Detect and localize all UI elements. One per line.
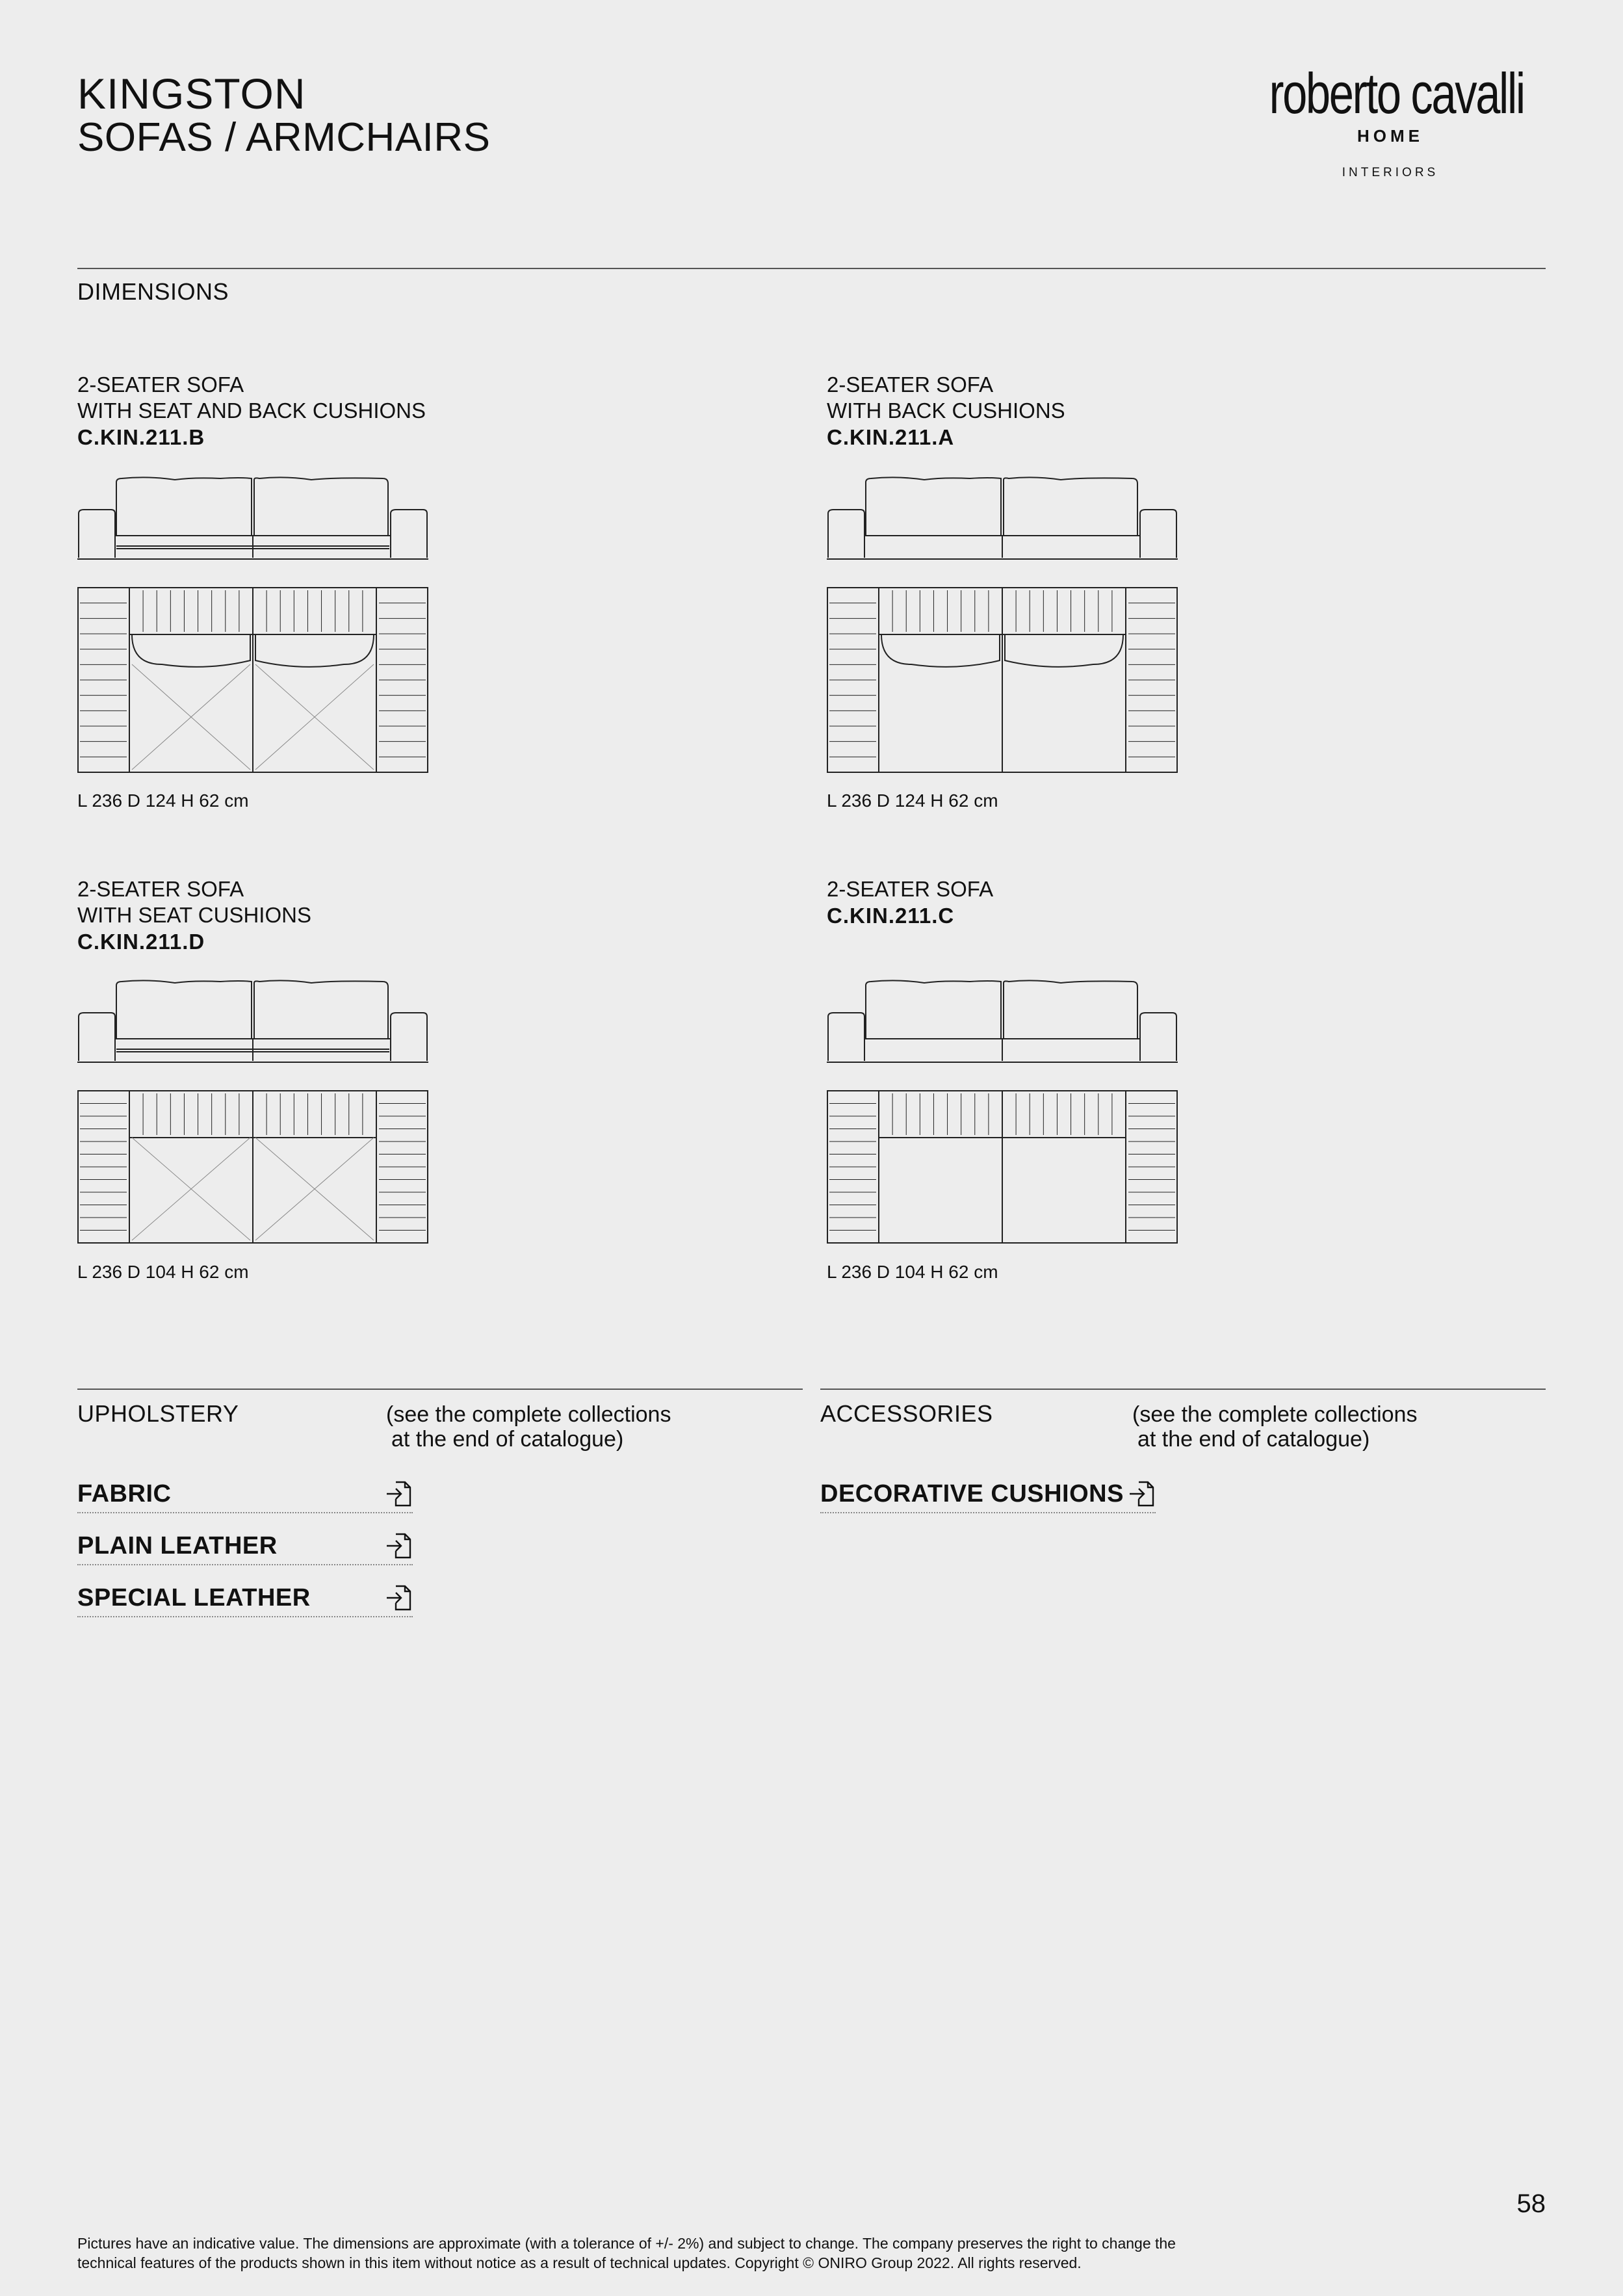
sofa-plan — [78, 1091, 428, 1243]
product-dimensions: L 236 D 124 H 62 cm — [77, 790, 249, 811]
product-dimensions: L 236 D 104 H 62 cm — [77, 1262, 249, 1282]
logo-home-text: HOME — [1357, 126, 1423, 146]
product-variant: WITH SEAT CUSHIONS — [77, 903, 311, 927]
upholstery-links — [77, 1480, 413, 1617]
sofa-elevation — [77, 980, 428, 1062]
logo-brand-text: roberto cavalli — [1269, 61, 1524, 125]
upholstery-divider — [77, 1389, 803, 1390]
page-subtitle: SOFAS / ARMCHAIRS — [77, 115, 491, 160]
sofa-elevation — [827, 477, 1178, 559]
open-document-icon[interactable] — [384, 1532, 413, 1560]
link-label: DECORATIVE CUSHIONS — [820, 1480, 1124, 1507]
open-document-icon[interactable] — [1127, 1480, 1156, 1508]
product-type: 2-SEATER SOFA — [827, 877, 994, 901]
link-label: FABRIC — [77, 1480, 172, 1507]
sofa-plan — [78, 588, 428, 772]
note-line: at the end of catalogue) — [391, 1427, 624, 1452]
footer-line: Pictures have an indicative value. The dimensions are approximate (with a tolerance of +/- 2%) and subject to change. The company preserves the right to change the — [77, 2235, 1176, 2252]
plain-leather-link[interactable] — [77, 1532, 413, 1565]
product-type: 2-SEATER SOFA — [77, 372, 244, 397]
product-card — [77, 876, 311, 956]
accessories-heading: ACCESSORIES — [820, 1400, 993, 1427]
section-divider — [77, 268, 1546, 269]
fabric-link[interactable] — [77, 1480, 413, 1513]
product-card — [827, 372, 1065, 451]
sofa-drawing — [827, 976, 1178, 1243]
product-code: C.KIN.211.C — [827, 904, 955, 928]
product-dimensions: L 236 D 124 H 62 cm — [827, 790, 998, 811]
product-variant: WITH SEAT AND BACK CUSHIONS — [77, 398, 426, 423]
open-document-icon[interactable] — [384, 1584, 413, 1612]
open-document-icon[interactable] — [384, 1480, 413, 1508]
logo-interiors-text: INTERIORS — [1342, 166, 1439, 179]
sofa-drawing — [77, 473, 428, 772]
sofa-plan — [827, 1091, 1177, 1243]
decorative-cushions-link[interactable] — [820, 1480, 1156, 1513]
product-code: C.KIN.211.B — [77, 425, 205, 449]
note-line: (see the complete collections — [1132, 1402, 1418, 1427]
accessories-note — [1132, 1402, 1417, 1452]
page-number: 58 — [1516, 2189, 1546, 2218]
product-type: 2-SEATER SOFA — [827, 372, 994, 397]
legal-footer — [77, 2234, 1377, 2273]
sofa-drawing — [827, 473, 1178, 772]
note-line: at the end of catalogue) — [1137, 1427, 1370, 1452]
accessories-links — [820, 1480, 1156, 1513]
sofa-plan — [827, 588, 1177, 772]
brand-logo — [1235, 62, 1546, 180]
product-code: C.KIN.211.D — [77, 930, 205, 954]
product-dimensions: L 236 D 104 H 62 cm — [827, 1262, 998, 1282]
sofa-elevation — [827, 980, 1178, 1062]
product-card — [827, 876, 993, 930]
product-code: C.KIN.211.A — [827, 425, 955, 449]
sofa-drawing — [77, 976, 428, 1243]
page-title: KINGSTON — [77, 70, 306, 118]
footer-line: technical features of the products shown in this item without notice as a result of technical updates. Copyright © ONIRO Group 2022. All rights reserved. — [77, 2254, 1082, 2271]
dimensions-heading: DIMENSIONS — [77, 278, 229, 305]
link-label: PLAIN LEATHER — [77, 1532, 278, 1559]
upholstery-heading: UPHOLSTERY — [77, 1400, 239, 1427]
product-variant: WITH BACK CUSHIONS — [827, 398, 1065, 423]
link-label: SPECIAL LEATHER — [77, 1584, 311, 1611]
note-line: (see the complete collections — [386, 1402, 671, 1427]
sofa-elevation — [77, 477, 428, 559]
accessories-divider — [820, 1389, 1546, 1390]
product-type: 2-SEATER SOFA — [77, 877, 244, 901]
special-leather-link[interactable] — [77, 1584, 413, 1617]
upholstery-note — [386, 1402, 671, 1452]
product-card — [77, 372, 426, 451]
